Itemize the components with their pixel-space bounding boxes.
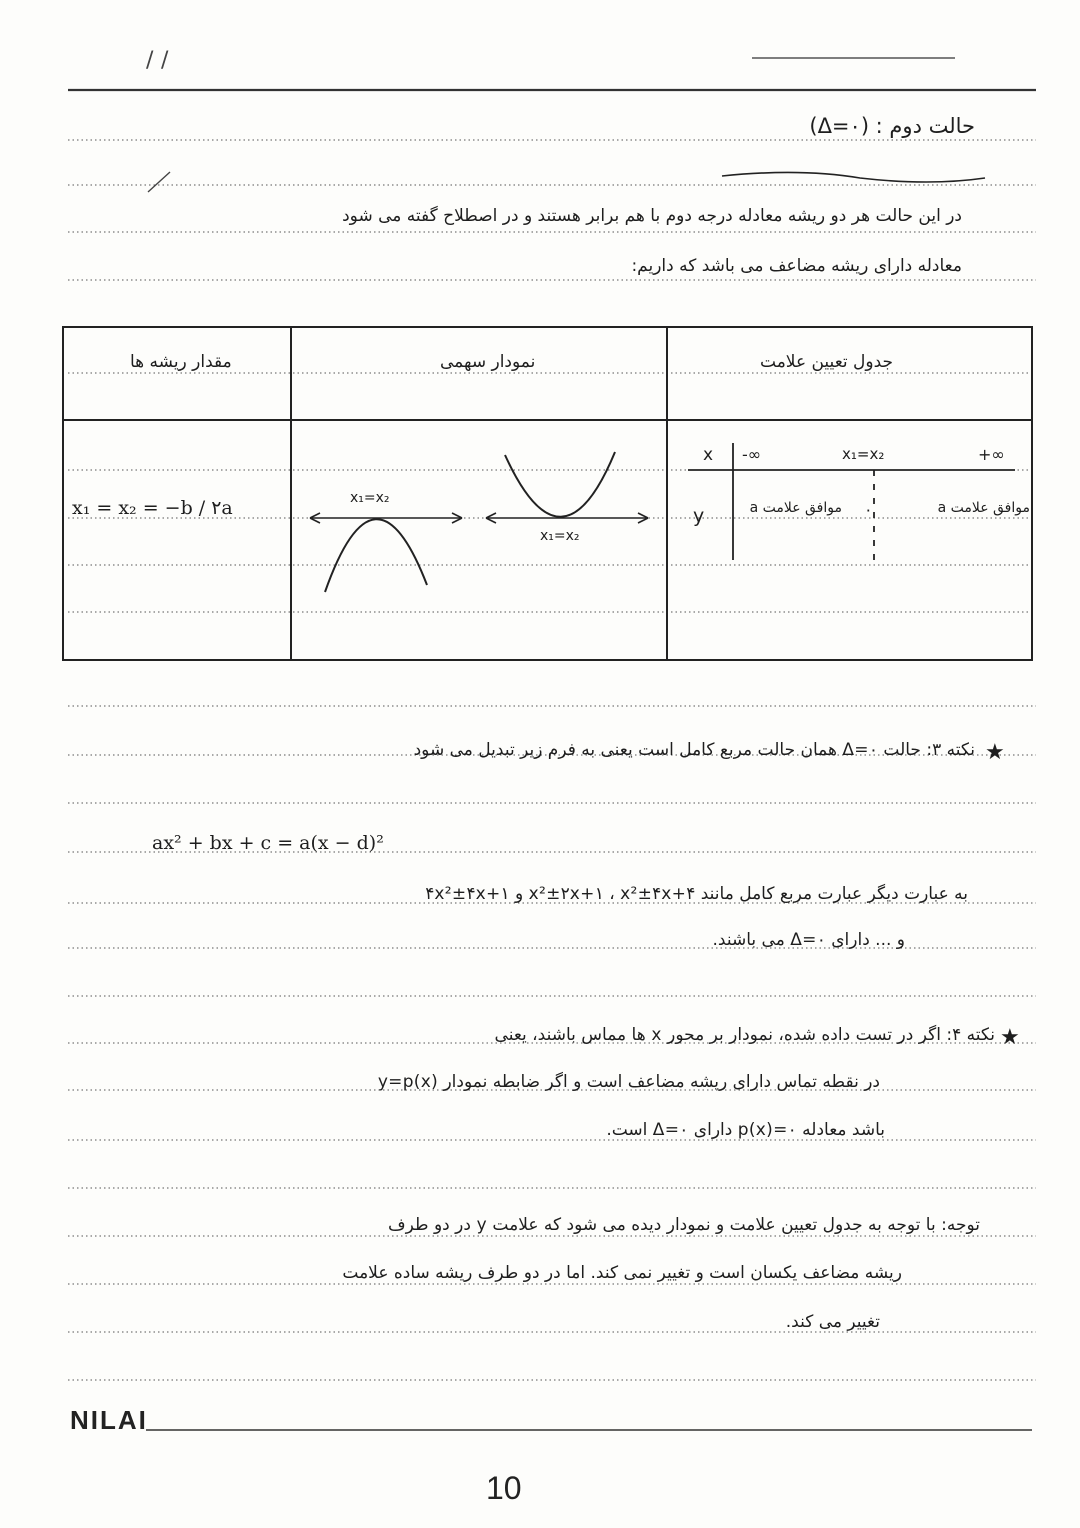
sign-table-pos-inf: +∞	[978, 445, 1005, 464]
note3-examples-2: و ... دارای Δ=۰ می باشند.	[712, 930, 905, 950]
note4-star-icon: ★	[1000, 1025, 1020, 1050]
note3-star-icon: ★	[985, 740, 1005, 765]
sign-table-y-label: y	[693, 505, 705, 527]
sign-table-root: x₁=x₂	[842, 445, 885, 463]
note4-line-2: در نقطه تماس دارای ریشه مضاعف است و اگر ضابطه نمودار y=p(x)	[377, 1072, 880, 1092]
downward-parabola-graph	[310, 513, 462, 592]
roots-table-grid	[63, 327, 1032, 660]
title-underline	[722, 172, 985, 182]
page-number: 10	[486, 1470, 522, 1506]
attention-line-3: تغییر می کند.	[785, 1312, 880, 1332]
note4-line-1: نکته ۴: اگر در تست داده شده، نمودار بر محور x ها مماس باشند، یعنی	[494, 1025, 995, 1045]
upward-parabola-graph	[486, 452, 648, 523]
intro-line-2: معادله دارای ریشه مضاعف می باشد که داریم:	[631, 256, 962, 276]
brand-logo: NILAI	[70, 1405, 148, 1435]
page-title: حالت دوم : (Δ=۰)	[809, 114, 975, 138]
table-header-sign: جدول تعیین علامت	[760, 352, 894, 372]
note3-text: نکته ۳: حالت Δ=۰ همان حالت مربع کامل است یعنی به فرم زیر تبدیل می شود	[413, 740, 975, 760]
note4-line-3: باشد معادله p(x)=۰ دارای Δ=۰ است.	[606, 1120, 885, 1140]
sign-table-x-label: x	[703, 445, 714, 465]
downward-vertex-label: x₁=x₂	[350, 490, 390, 506]
intro-line-1: در این حالت هر دو ریشه معادله درجه دوم با هم برابر هستند و در اصطلاح گفته می شود	[342, 206, 962, 226]
upward-vertex-label: x₁=x₂	[540, 528, 580, 544]
table-header-graph: نمودار سهمی	[440, 352, 536, 372]
sign-table-neg-inf: -∞	[742, 445, 762, 464]
sign-left-of-root: موافق علامت a	[749, 500, 842, 516]
note3-formula: ax² + bx + c = a(x − d)²	[152, 832, 384, 854]
check-mark	[148, 172, 170, 192]
attention-line-1: توجه: با توجه به جدول تعیین علامت و نمودار دیده می شود که علامت y در دو طرف	[388, 1215, 980, 1235]
roots-formula: x₁ = x₂ = −b / ۲a	[72, 497, 233, 519]
table-header-roots: مقدار ریشه ها	[130, 352, 232, 372]
sign-at-root-zero: ۰	[864, 500, 873, 519]
note3-examples: به عبارت دیگر عبارت مربع کامل مانند x²±۲x+۱ ، x²±۴x+۴ و ۴x²±۴x+۱	[425, 884, 968, 904]
header-tick-marks: / /	[146, 48, 169, 73]
attention-line-2: ریشه مضاعف یکسان است و تغییر نمی کند. اما در دو طرف ریشه ساده علامت	[342, 1263, 902, 1283]
sign-right-of-root: موافق علامت a	[937, 500, 1030, 516]
